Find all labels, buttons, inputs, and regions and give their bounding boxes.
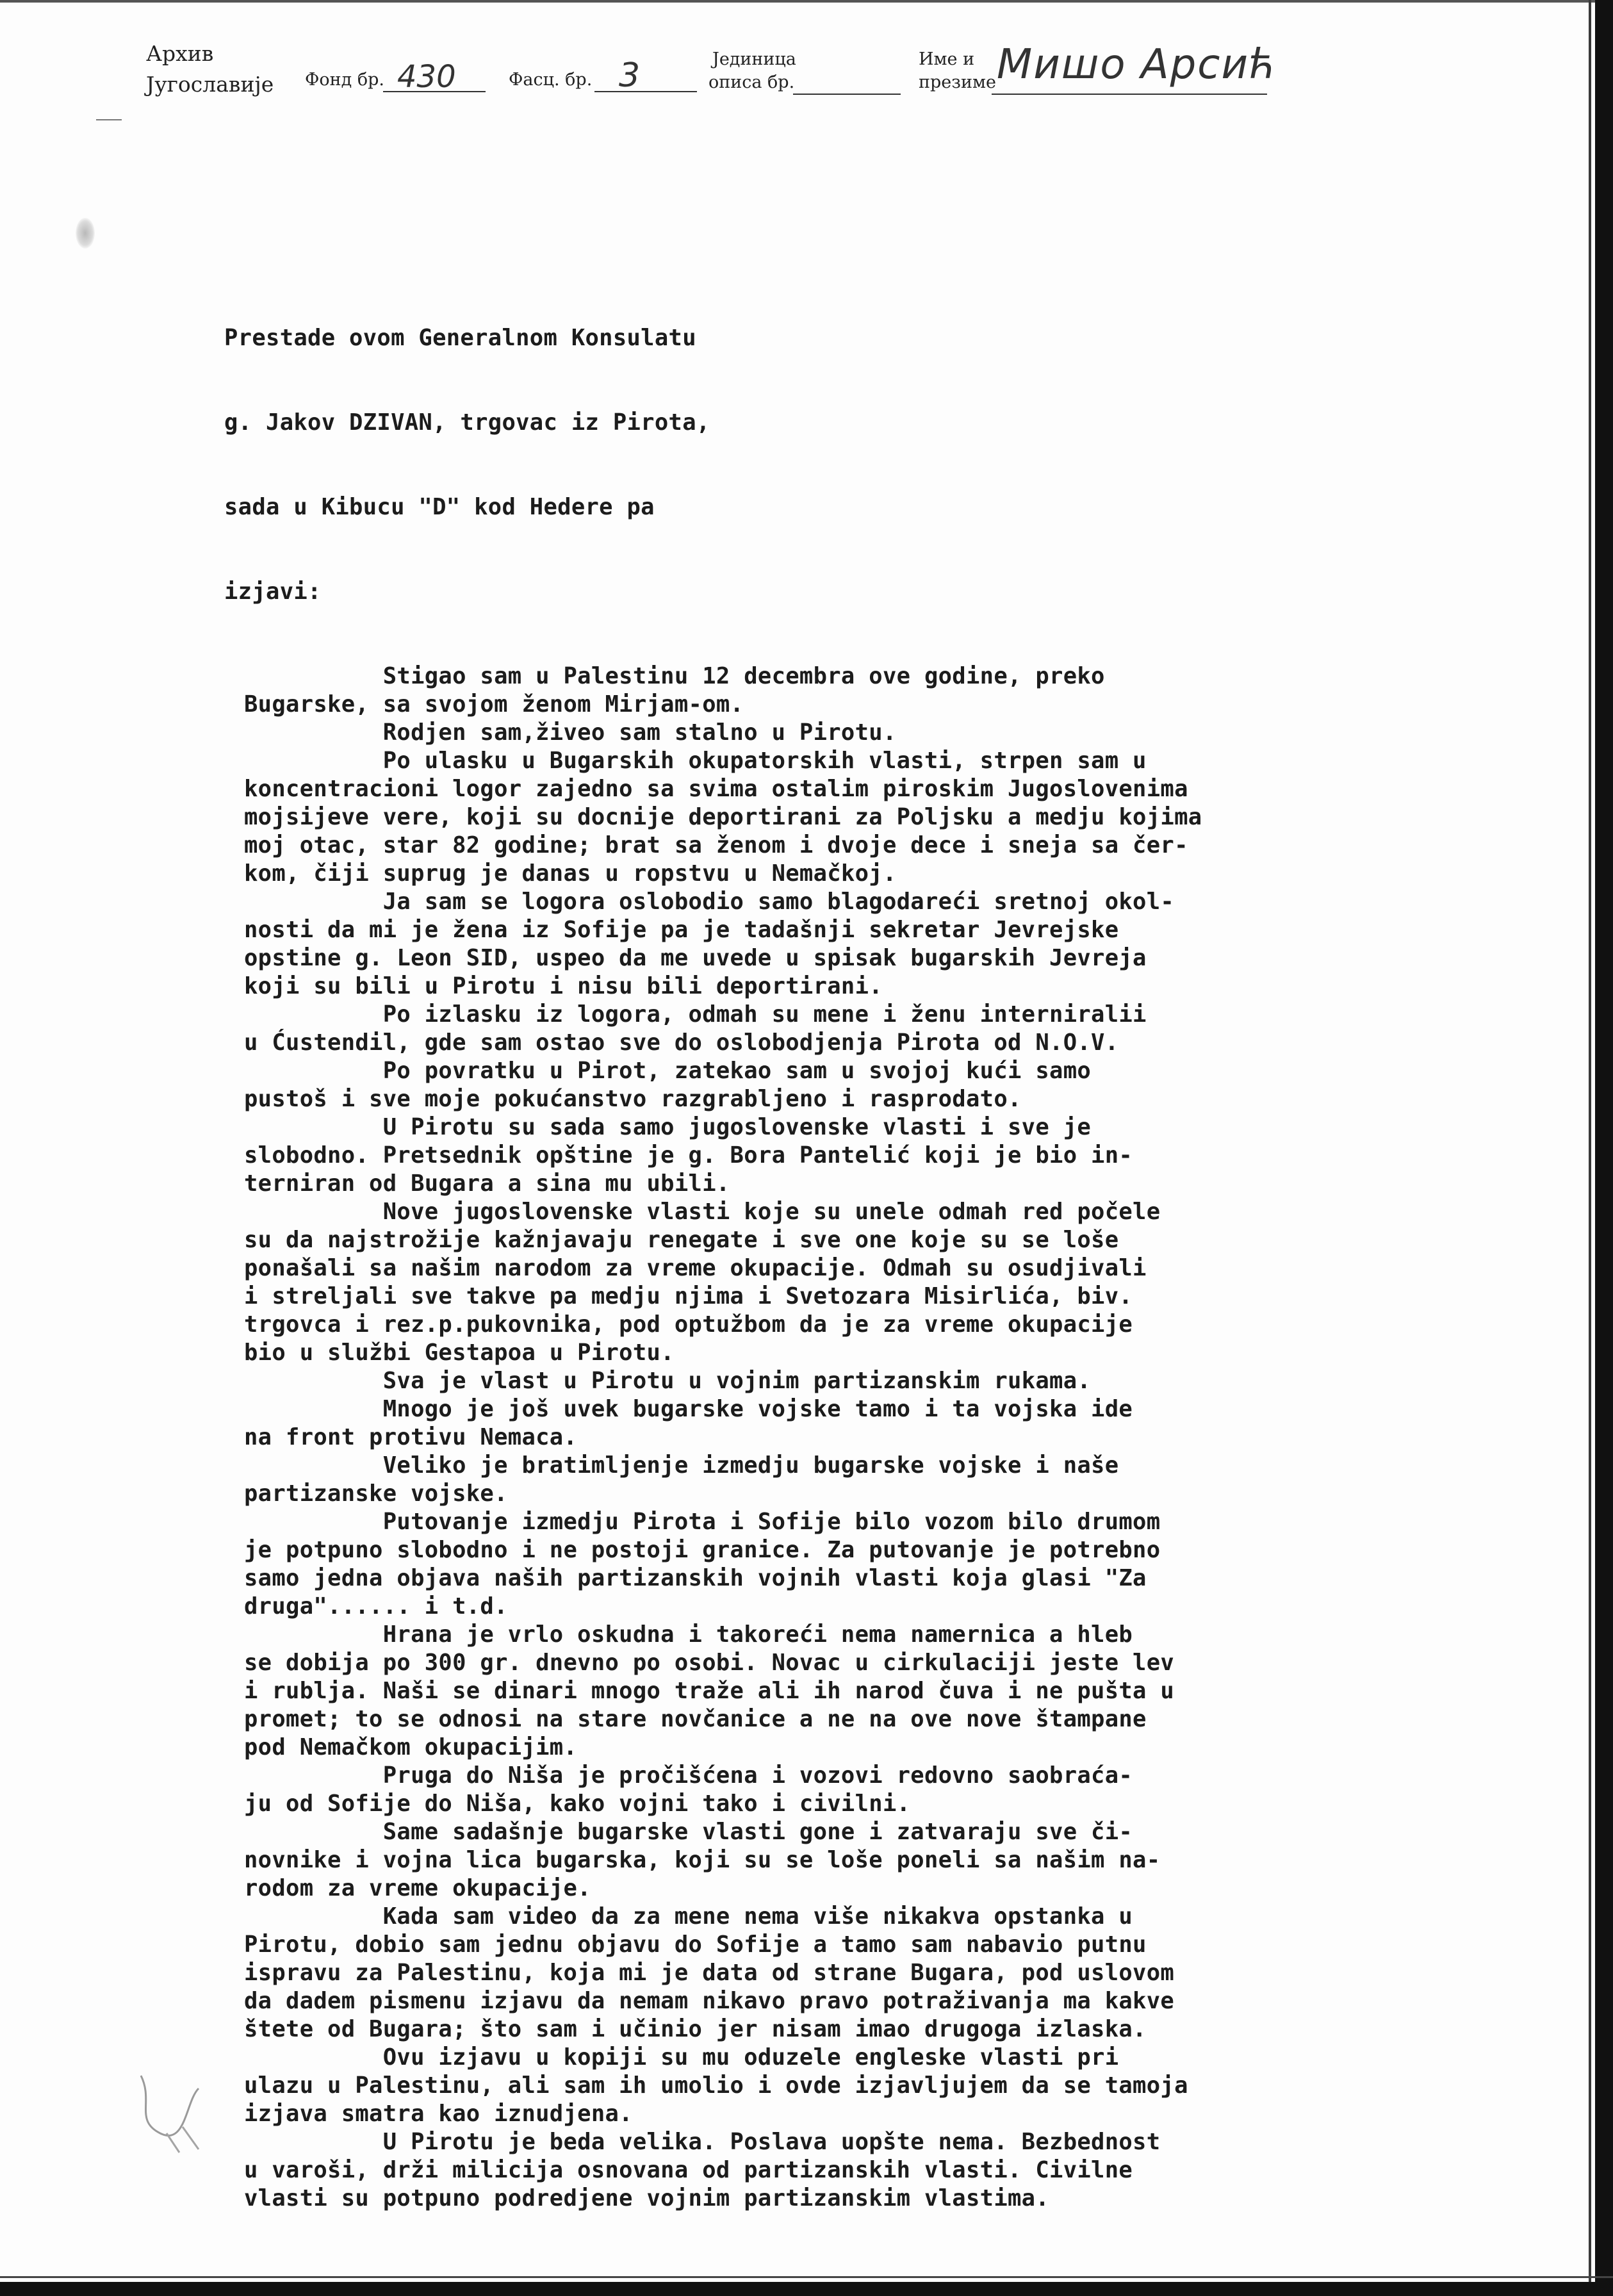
fond-label: Фонд бр.	[305, 70, 384, 90]
body-line: na front protivu Nemaca.	[244, 1424, 578, 1450]
body-line: ponašali sa našim narodom za vreme okupacije. Odmah su osudjivali	[244, 1255, 1147, 1281]
body-line: slobodno. Pretsednik opštine je g. Bora Pantelić koji je bio in-	[244, 1142, 1133, 1168]
body-line: da dadem pismenu izjavu da nemam nikavo pravo potraživanja ma kakve	[244, 1988, 1175, 2014]
unit-label-line1: Јединица	[712, 49, 796, 69]
body-line: Po povratku u Pirot, zatekao sam u svojoj kući samo	[244, 1058, 1092, 1084]
pencil-scribble	[128, 2063, 224, 2159]
name-label-line1: Име и	[919, 49, 975, 69]
name-label-line2: презиме	[919, 72, 996, 92]
body-line: bio u službi Gestapoa u Pirotu.	[244, 1340, 675, 1366]
intro-line: sada u Kibucu "D" kod Hedere pa	[224, 494, 655, 520]
body-line: partizanske vojske.	[244, 1480, 508, 1507]
body-line: su da najstrožije kažnjavaju renegate i sve one koje su se loše	[244, 1227, 1119, 1253]
body-line: se dobija po 300 gr. dnevno po osobi. Novac u cirkulaciji jeste lev	[244, 1650, 1175, 1676]
scan-border-top	[0, 0, 1613, 3]
body-line: mojsijeve vere, koji su docnije deportirani za Poljsku a medju kojima	[244, 804, 1202, 830]
intro-line: Prestade ovom Generalnom Konsulatu	[224, 325, 696, 351]
fond-value: 430	[397, 59, 456, 95]
scan-border-bottom	[0, 2282, 1613, 2296]
body-line: Pirotu, dobio sam jednu objavu do Sofije a tamo sam nabavio putnu	[244, 1931, 1147, 1958]
body-line: ispravu za Palestinu, koja mi je data od strane Bugara, pod uslovom	[244, 1960, 1175, 1986]
body-line: Ovu izjavu u kopiji su mu oduzele engleske vlasti pri	[244, 2044, 1119, 2070]
body-line: U Pirotu je beda velika. Poslava uopšte nema. Bezbednost	[244, 2129, 1161, 2155]
body-line: Bugarske, sa svojom ženom Mirjam-om.	[244, 691, 744, 718]
body-line: kom, čiji suprug je danas u ropstvu u Nemačkoj.	[244, 860, 897, 887]
body-line: pustoš i sve moje pokućanstvo razgrabljeno i rasprodato.	[244, 1086, 1022, 1112]
body-line: Sva je vlast u Pirotu u vojnim partizanskim rukama.	[244, 1368, 1092, 1394]
body-line: ulazu u Palestinu, ali sam ih umolio i ovde izjavljujem da se tamoja	[244, 2072, 1188, 2099]
fasc-value: 3	[619, 56, 641, 95]
scan-border-right-inner	[1589, 0, 1591, 2296]
body-line: rodom za vreme okupacije.	[244, 1875, 591, 1901]
body-line: U Pirotu su sada samo jugoslovenske vlasti i sve je	[244, 1114, 1092, 1140]
archive-name-line1: Архив	[146, 41, 214, 66]
body-line: opstine g. Leon SID, uspeo da me uvede u spisak bugarskih Jevreja	[244, 945, 1147, 971]
body-line: Mnogo je još uvek bugarske vojske tamo i ta vojska ide	[244, 1396, 1133, 1422]
archive-name	[146, 38, 274, 100]
body-line: moj otac, star 82 godine; brat sa ženom i dvoje dece i sneja sa čer-	[244, 832, 1188, 858]
body-line: koji su bili u Pirotu i nisu bili deportirani.	[244, 973, 883, 999]
body-line: ju od Sofije do Niša, kako vojni tako i civilni.	[244, 1791, 911, 1817]
body-line: terniran od Bugara a sina mu ubili.	[244, 1170, 730, 1197]
body-line: i streljali sve takve pa medju njima i Svetozara Misirlića, biv.	[244, 1283, 1133, 1309]
body-line: Kada sam video da za mene nema više nikakva opstanka u	[244, 1903, 1133, 1930]
body-line: trgovca i rez.p.pukovnika, pod optužbom da je za vreme okupacije	[244, 1311, 1133, 1338]
archive-stamp	[146, 38, 1286, 115]
body-line: vlasti su potpuno podredjene vojnim partizanskim vlastima.	[244, 2185, 1050, 2211]
body-line: druga"...... i t.d.	[244, 1593, 508, 1620]
body-line: Stigao sam u Palestinu 12 decembra ove godine, preko	[244, 663, 1105, 689]
body-line: pod Nemačkom okupacijim.	[244, 1734, 578, 1760]
name-underline	[992, 94, 1267, 95]
intro-line: izjavi:	[224, 578, 322, 605]
fasc-label: Фасц. бр.	[509, 70, 593, 90]
body-line: štete od Bugara; što sam i učinio jer nisam imao drugoga izlaska.	[244, 2016, 1147, 2042]
body-line: Same sadašnje bugarske vlasti gone i zatvaraju sve či-	[244, 1819, 1133, 1845]
unit-underline	[793, 94, 901, 95]
body-line: promet; to se odnosi na stare novčanice a ne na ove nove štampane	[244, 1706, 1147, 1732]
body-line: u varoši, drži milicija osnovana od partizanskih vlasti. Civilne	[244, 2157, 1133, 2183]
body-line: Nove jugoslovenske vlasti koje su unele odmah red počele	[244, 1199, 1161, 1225]
intro-line: g. Jakov DZIVAN, trgovac iz Pirota,	[224, 409, 710, 436]
body-line: Veliko je bratimljenje izmedju bugarske vojske i naše	[244, 1452, 1119, 1479]
name-value: Мишо Арсић	[997, 41, 1277, 88]
body-line: Putovanje izmedju Pirota i Sofije bilo vozom bilo drumom	[244, 1509, 1161, 1535]
body-line: i rublja. Naši se dinari mnogo traže ali ih narod čuva i ne pušta u	[244, 1678, 1175, 1704]
body-line: je potpuno slobodno i ne postoji granice. Za putovanje je potrebno	[244, 1537, 1161, 1563]
statement-intro	[224, 268, 710, 662]
body-line: Hrana je vrlo oskudna i takoreći nema namernica a hleb	[244, 1621, 1133, 1648]
body-line: Rodjen sam,živeo sam stalno u Pirotu.	[244, 719, 897, 746]
body-line: nosti da mi je žena iz Sofije pa je tadašnji sekretar Jevrejske	[244, 917, 1119, 943]
fasc-underline	[594, 91, 697, 92]
body-line: samo jedna objava naših partizanskih vojnih vlasti koja glasi "Za	[244, 1565, 1147, 1591]
body-line: izjava smatra kao iznudjena.	[244, 2101, 633, 2127]
unit-label-line2: описа бр.	[708, 72, 795, 92]
corner-mark	[96, 119, 122, 120]
body-line: koncentracioni logor zajedno sa svima ostalim piroskim Jugoslovenima	[244, 776, 1188, 802]
body-line: Po ulasku u Bugarskih okupatorskih vlasti, strpen sam u	[244, 748, 1147, 774]
body-line: Pruga do Niša je pročišćena i vozovi redovno saobraća-	[244, 1762, 1133, 1789]
archive-name-line2: Југославије	[146, 72, 274, 97]
body-line: novnike i vojna lica bugarska, koji su se loše poneli sa našim na-	[244, 1847, 1161, 1873]
scan-border-right	[1595, 0, 1613, 2296]
statement-body	[244, 606, 1202, 2213]
body-line: u Ćustendil, gde sam ostao sve do oslobodjenja Pirota od N.O.V.	[244, 1029, 1119, 1056]
body-line: Ja sam se logora oslobodio samo blagodareći sretnoj okol-	[244, 889, 1175, 915]
body-line: Po izlasku iz logora, odmah su mene i ženu interniralii	[244, 1001, 1147, 1028]
ink-smudge	[76, 218, 95, 249]
scan-border-bottom-inner	[0, 2276, 1613, 2278]
